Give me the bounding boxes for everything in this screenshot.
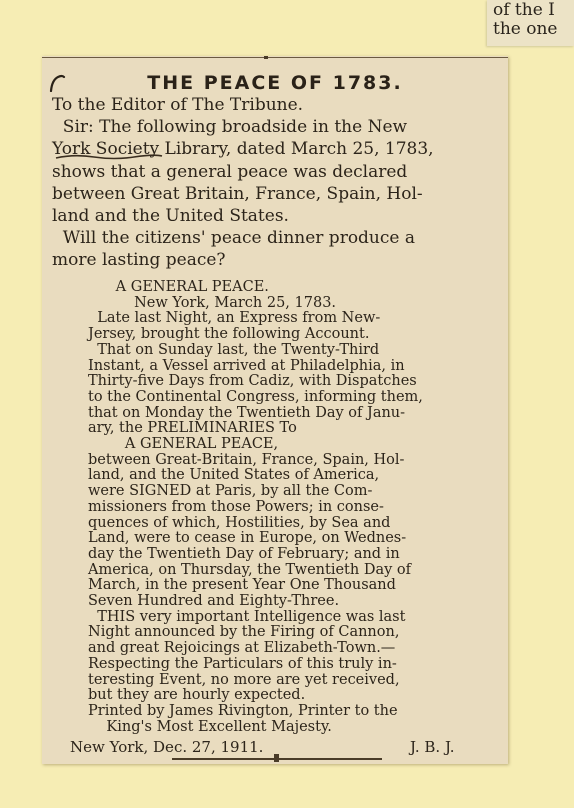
footer-dateline: New York, Dec. 27, 1911. bbox=[70, 738, 264, 756]
bottom-rule-mark bbox=[274, 754, 279, 762]
broadside-line: New York, March 25, 1783. bbox=[88, 294, 337, 311]
letter-line: York Society Library, dated March 25, 1783, bbox=[52, 139, 434, 160]
corner-scrap-line-1: of the I bbox=[493, 0, 555, 20]
article-footer bbox=[70, 738, 490, 756]
corner-scrap-line-2: the one bbox=[493, 19, 558, 39]
letter-line: Sir: The following broadside in the New bbox=[52, 117, 408, 138]
corner-paper-scrap bbox=[487, 0, 574, 46]
broadside-line: America, on Thursday, the Twentieth Day of bbox=[88, 561, 411, 578]
letter-line: shows that a general peace was declared bbox=[52, 161, 408, 182]
broadside-line: A GENERAL PEACE. bbox=[88, 279, 269, 295]
broadside-line: Thirty-five Days from Cadiz, with Dispatches bbox=[88, 373, 417, 390]
broadside-line: between Great-Britain, France, Spain, Hol- bbox=[88, 451, 405, 468]
broadside-line: Land, were to cease in Europe, on Wednes- bbox=[88, 530, 407, 547]
broadside-line: missioners from those Powers; in conse- bbox=[88, 498, 384, 515]
broadside-line: to the Continental Congress, informing them, bbox=[88, 388, 423, 405]
broadside-line: Seven Hundred and Eighty-Three. bbox=[88, 593, 340, 609]
broadside-line: quences of which, Hostilities, by Sea and bbox=[88, 514, 391, 531]
broadside-line: but they are hourly expected. bbox=[88, 687, 306, 704]
letter-line: land and the United States. bbox=[52, 206, 289, 226]
broadside-line: THIS very important Intelligence was last bbox=[88, 608, 406, 625]
letter-line: To the Editor of The Tribune. bbox=[52, 95, 304, 115]
broadside-line: ary, the PRELIMINARIES To bbox=[88, 420, 297, 437]
broadside-line: and great Rejoicings at Elizabeth-Town.— bbox=[88, 640, 396, 657]
broadside-line: Jersey, brought the following Account. bbox=[88, 326, 370, 343]
broadside-line: Late last Night, an Express from New- bbox=[88, 310, 381, 327]
broadside-line: teresting Event, no more are yet received, bbox=[88, 671, 400, 688]
broadside-line: were SIGNED at Paris, by all the Com- bbox=[88, 483, 373, 500]
broadside-line: Respecting the Particulars of this truly in- bbox=[88, 655, 397, 672]
top-rule bbox=[42, 57, 508, 58]
broadside-line: that on Monday the Twentieth Day of Janu- bbox=[88, 404, 406, 421]
letter-line: more lasting peace? bbox=[52, 250, 226, 271]
broadside-line: March, in the present Year One Thousand bbox=[88, 577, 396, 594]
broadside-line: Instant, a Vessel arrived at Philadelphia, in bbox=[88, 357, 405, 374]
broadside-line: Night announced by the Firing of Cannon, bbox=[88, 624, 400, 641]
letter-line: between Great Britain, France, Spain, Hol- bbox=[52, 183, 423, 204]
broadside-line: King's Most Excellent Majesty. bbox=[88, 718, 332, 735]
footer-signature: J. B. J. bbox=[410, 738, 455, 756]
letter-line: Will the citizens' peace dinner produce a bbox=[52, 228, 416, 249]
article-title: THE PEACE OF 1783. bbox=[147, 72, 403, 94]
broadside-line: A GENERAL PEACE, bbox=[88, 436, 279, 452]
newspaper-clipping bbox=[42, 56, 508, 764]
broadside-line: day the Twentieth Day of February; and in bbox=[88, 545, 400, 562]
broadside-line: Printed by James Rivington, Printer to the bbox=[88, 702, 398, 719]
broadside-line: land, and the United States of America, bbox=[88, 467, 380, 484]
broadside-line: That on Sunday last, the Twenty-Third bbox=[88, 341, 380, 358]
top-rule-mark bbox=[264, 56, 268, 59]
